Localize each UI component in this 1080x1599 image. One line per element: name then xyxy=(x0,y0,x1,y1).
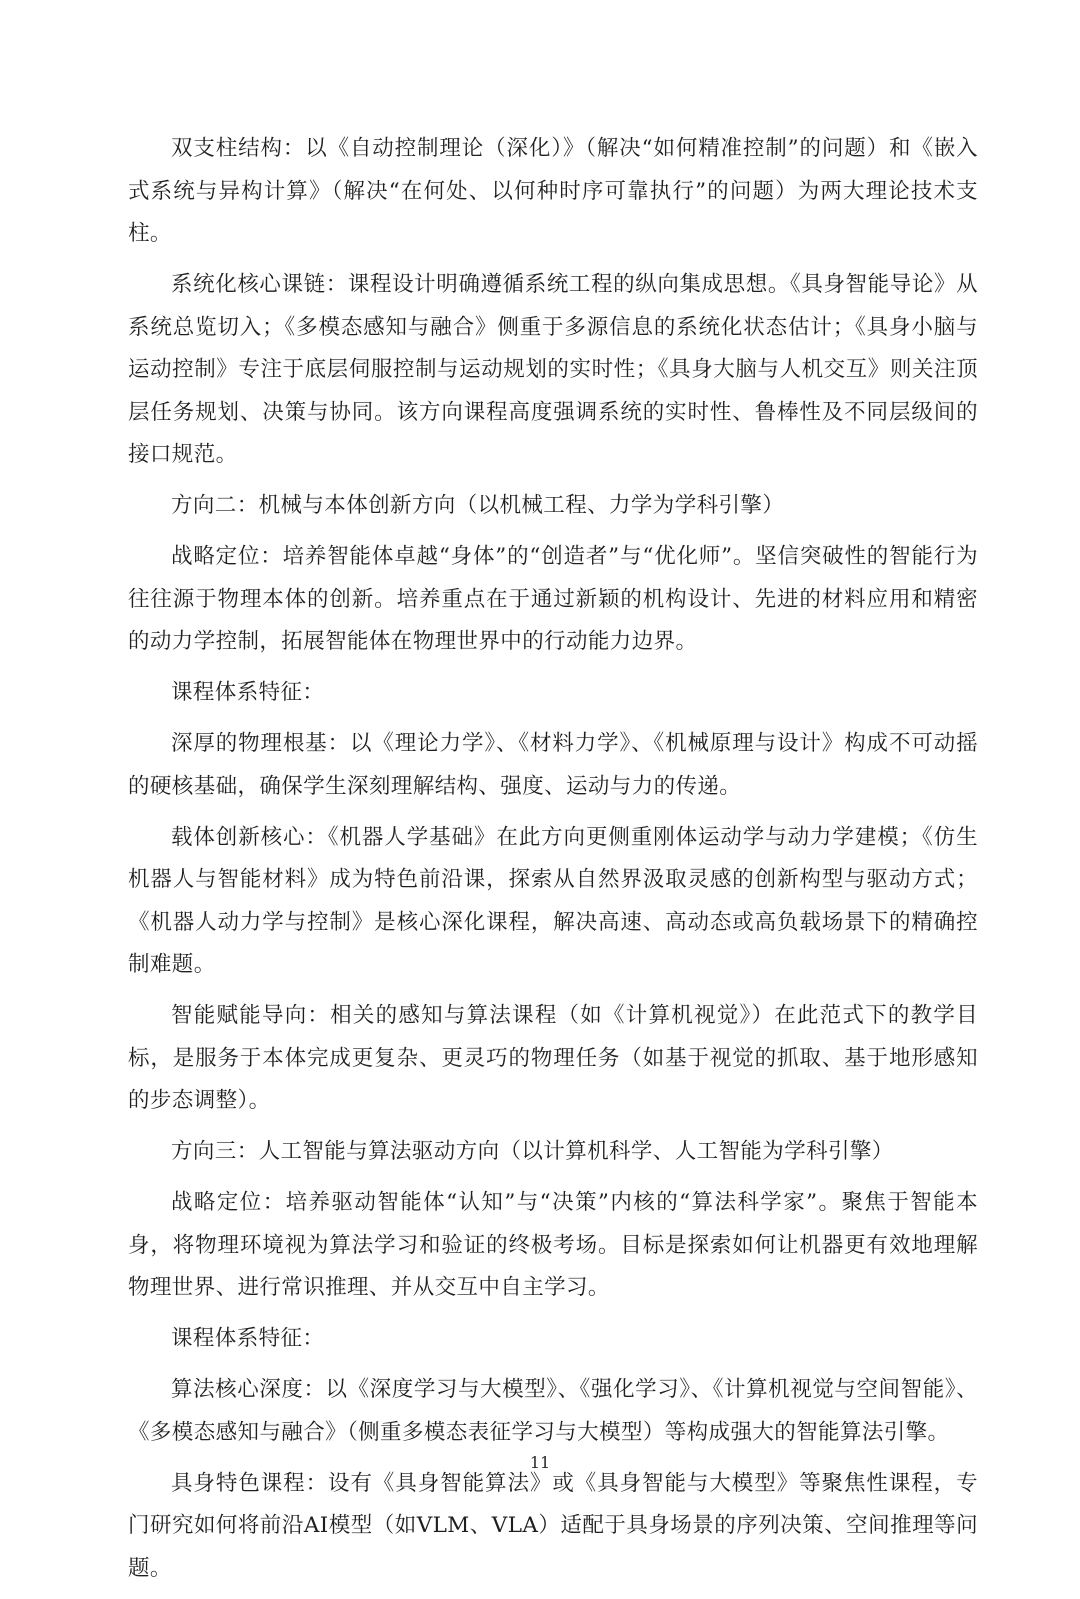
label-curriculum-features-three: 课程体系特征： xyxy=(171,1326,325,1351)
paragraph-intelligence-enablement: 智能赋能导向：相关的感知与算法课程（如《计算机视觉》）在此范式下的教学目标，是服务于本体完成更复杂、更灵巧的物理任务（如基于视觉的抓取、基于地形感知的步态调整）。 xyxy=(128,1003,978,1113)
heading-direction-three: 方向三：人工智能与算法驱动方向（以计算机科学、人工智能为学科引擎） xyxy=(171,1139,894,1164)
paragraph-dual-pillar: 双支柱结构：以《自动控制理论（深化）》（解决“如何精准控制”的问题）和《嵌入式系统与异构计算》（解决“在何处、以何种时序可靠执行”的问题）为两大理论技术支柱。 xyxy=(128,136,978,246)
heading-direction-two: 方向二：机械与本体创新方向（以机械工程、力学为学科引擎） xyxy=(171,493,785,518)
label-curriculum-features-two: 课程体系特征： xyxy=(171,680,325,705)
paragraph-core-course-chain: 系统化核心课链：课程设计明确遵循系统工程的纵向集成思想。《具身智能导论》从系统总览切入；《多模态感知与融合》侧重于多源信息的系统化状态估计；《具身小脑与运动控制》专注于底层伺服控制与运动规划的实时性；《具身大脑与人机交互》则关注顶层任务规划、决策与协同。该方向课程高度强调系统的实时性、鲁棒性及不同层级间的接口规范。 xyxy=(128,272,978,467)
page-number: 11 xyxy=(529,1453,551,1472)
page-body xyxy=(128,128,978,1599)
paragraph-strategy-direction-two: 战略定位：培养智能体卓越“身体”的“创造者”与“优化师”。坚信突破性的智能行为往往源于物理本体的创新。培养重点在于通过新颖的机构设计、先进的材料应用和精密的动力学控制，拓展智能体在物理世界中的行动能力边界。 xyxy=(128,544,978,654)
paragraph-algorithm-core: 算法核心深度：以《深度学习与大模型》、《强化学习》、《计算机视觉与空间智能》、《多模态感知与融合》（侧重多模态表征学习与大模型）等构成强大的智能算法引擎。 xyxy=(128,1377,978,1445)
paragraph-embodied-courses: 具身特色课程：设有《具身智能算法》或《具身智能与大模型》等聚焦性课程，专门研究如何将前沿AI模型（如VLM、VLA）适配于具身场景的序列决策、空间推理等问题。 xyxy=(128,1470,978,1581)
paragraph-carrier-innovation: 载体创新核心：《机器人学基础》在此方向更侧重刚体运动学与动力学建模；《仿生机器人与智能材料》成为特色前沿课，探索从自然界汲取灵感的创新构型与驱动方式；《机器人动力学与控制》是核心深化课程，解决高速、高动态或高负载场景下的精确控制难题。 xyxy=(128,824,978,977)
paragraph-physical-foundation: 深厚的物理根基：以《理论力学》、《材料力学》、《机械原理与设计》构成不可动摇的硬核基础，确保学生深刻理解结构、强度、运动与力的传递。 xyxy=(128,731,978,799)
paragraph-strategy-direction-three: 战略定位：培养驱动智能体“认知”与“决策”内核的“算法科学家”。聚焦于智能本身，将物理环境视为算法学习和验证的终极考场。目标是探索如何让机器更有效地理解物理世界、进行常识推理、并从交互中自主学习。 xyxy=(128,1190,978,1300)
